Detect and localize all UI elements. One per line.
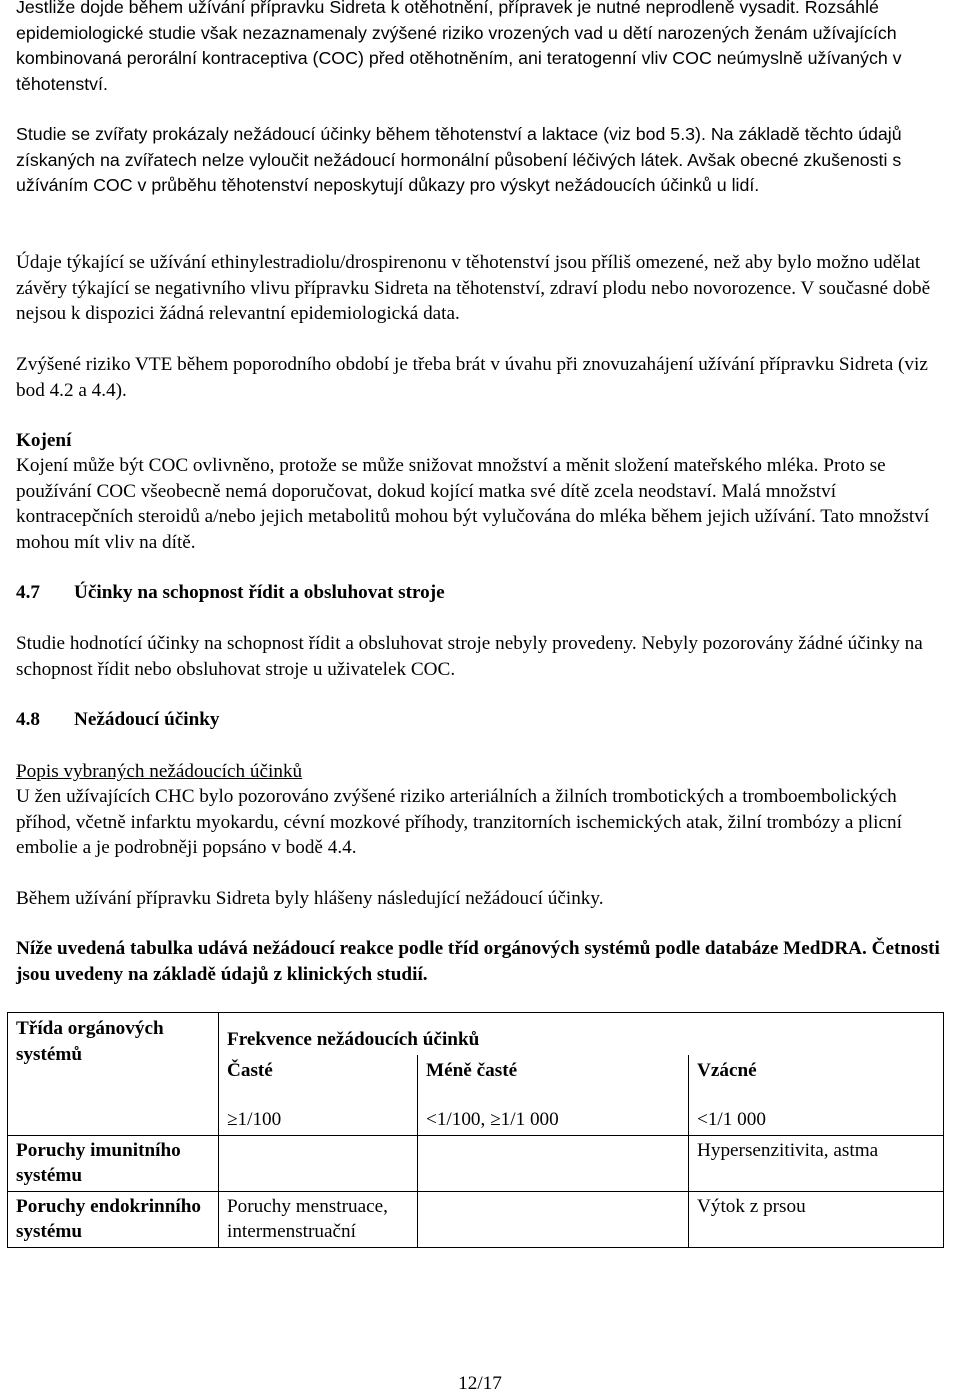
soc-cell bbox=[8, 1135, 219, 1191]
soc-name: Poruchy imunitního systému bbox=[16, 1139, 181, 1186]
freq-label-cell bbox=[689, 1055, 944, 1106]
paragraph-vte-risk: Zvýšené riziko VTE během poporodního období je třeba brát v úvahu při znovuzahájení užívání přípravku Sidreta (viz bod 4.2 a 4.4). bbox=[16, 354, 928, 401]
paragraph-reported-effects: Během užívání přípravku Sidreta byly hlášeny následující nežádoucí účinky. bbox=[16, 888, 604, 909]
soc-cell bbox=[8, 1191, 219, 1247]
soc-name: Poruchy endokrinního systému bbox=[16, 1195, 201, 1242]
freq-range-cell bbox=[418, 1105, 689, 1135]
soc-header: Třída orgánových systémů bbox=[16, 1018, 164, 1065]
rare-cell: Hypersenzitivita, astma bbox=[689, 1135, 944, 1191]
soc-header-cell bbox=[8, 1013, 219, 1136]
freq-range-common: ≥1/100 bbox=[227, 1109, 282, 1130]
paragraph-data-limited: Údaje týkající se užívání ethinylestradiolu/drospirenonu v těhotenství jsou příliš omezené, než aby bylo možno udělat závěry týkající se negativního vlivu přípravku Sidreta na těhotenství, zdraví plodu nebo novorozence. V současné době nejsou k dispozici žádná relevantní epidemiologická data. bbox=[16, 252, 931, 324]
freq-label-cell bbox=[219, 1055, 418, 1106]
paragraph-lactation: Kojení může být COC ovlivněno, protože se může snižovat množství a měnit složení mateřského mléka. Proto se používání COC všeobecně nemá doporučovat, dokud kojící matka své dítě zcela neodstaví. Malá množství kontracepčních steroidů a/nebo jejich metabolitů mohou být vylučována do mléka během jejich užívání. Tato množství mohou mít vliv na dítě. bbox=[16, 455, 930, 553]
freq-label-common: Časté bbox=[227, 1059, 273, 1081]
freq-label-uncommon: Méně časté bbox=[426, 1059, 518, 1081]
heading-lactation: Kojení bbox=[16, 430, 72, 451]
paragraph-animal-studies: Studie se zvířaty prokázaly nežádoucí účinky během těhotenství a laktace (viz bod 5.3). Na základě těchto údajů získaných na zvířatech nelze vyloučit nežádoucí hormonální působení léčivých látek. Avšak obecné zkušenosti s užíváním COC v průběhu těhotenství neposkytují důkazy pro výskyt nežádoucích účinků u lidí. bbox=[16, 124, 902, 195]
freq-range-cell bbox=[689, 1105, 944, 1135]
table-row bbox=[8, 1135, 944, 1191]
section-number: 4.7 bbox=[16, 582, 40, 603]
freq-label-rare: Vzácné bbox=[697, 1059, 757, 1081]
section-heading-4-7 bbox=[16, 580, 445, 605]
section-number: 4.8 bbox=[16, 709, 40, 730]
section-heading-4-8 bbox=[16, 707, 220, 732]
page-number: 12/17 bbox=[458, 1373, 502, 1394]
freq-label-cell bbox=[418, 1055, 689, 1106]
uncommon-cell bbox=[418, 1135, 689, 1191]
common-cell bbox=[219, 1135, 418, 1191]
table-header-row bbox=[8, 1013, 944, 1055]
paragraph-driving: Studie hodnotící účinky na schopnost řídit a obsluhovat stroje nebyly provedeny. Nebyly pozorovány žádné účinky na schopnost řídit nebo obsluhovat stroje u uživatelek COC. bbox=[16, 633, 923, 680]
paragraph-pregnancy-intro: Jestliže dojde během užívání přípravku Sidreta k otěhotnění, přípravek je nutné neprodleně vysadit. Rozsáhlé epidemiologické studie však nezaznamenaly zvýšené riziko vrozených vad u dětí narozených ženám užívajících kombinovaná perorální kontraceptiva (COC) před otěhotněním, ani teratogenní vliv COC neúmyslně užívaných v těhotenství. bbox=[16, 0, 902, 94]
freq-range-rare: <1/1 000 bbox=[697, 1109, 766, 1130]
common-cell: Poruchy menstruace, intermenstruační bbox=[219, 1191, 418, 1247]
freq-range-uncommon: <1/100, ≥1/1 000 bbox=[426, 1109, 559, 1130]
section-title: Nežádoucí účinky bbox=[74, 709, 220, 730]
rare-cell: Výtok z prsou bbox=[689, 1191, 944, 1247]
uncommon-cell bbox=[418, 1191, 689, 1247]
frequency-header-cell bbox=[219, 1013, 944, 1055]
freq-range-cell bbox=[219, 1105, 418, 1135]
paragraph-table-intro: Níže uvedená tabulka udává nežádoucí reakce podle tříd orgánových systémů podle databáze MedDRA. Četnosti jsou uvedeny na základě údajů z klinických studií. bbox=[16, 938, 940, 985]
adverse-reactions-table bbox=[7, 1012, 944, 1248]
subheading-selected-reactions: Popis vybraných nežádoucích účinků bbox=[16, 761, 303, 782]
table-row bbox=[8, 1191, 944, 1247]
paragraph-thrombotic-events: U žen užívajících CHC bylo pozorováno zvýšené riziko arteriálních a žilních trombotických a tromboembolických příhod, včetně infarktu myokardu, cévní mozkové příhody, tranzitorních ischemických atak, žilní trombózy a plicní embolie a je podrobněji popsáno v bodě 4.4. bbox=[16, 786, 902, 858]
frequency-header: Frekvence nežádoucích účinků bbox=[227, 1029, 480, 1050]
section-title: Účinky na schopnost řídit a obsluhovat stroje bbox=[74, 582, 445, 603]
